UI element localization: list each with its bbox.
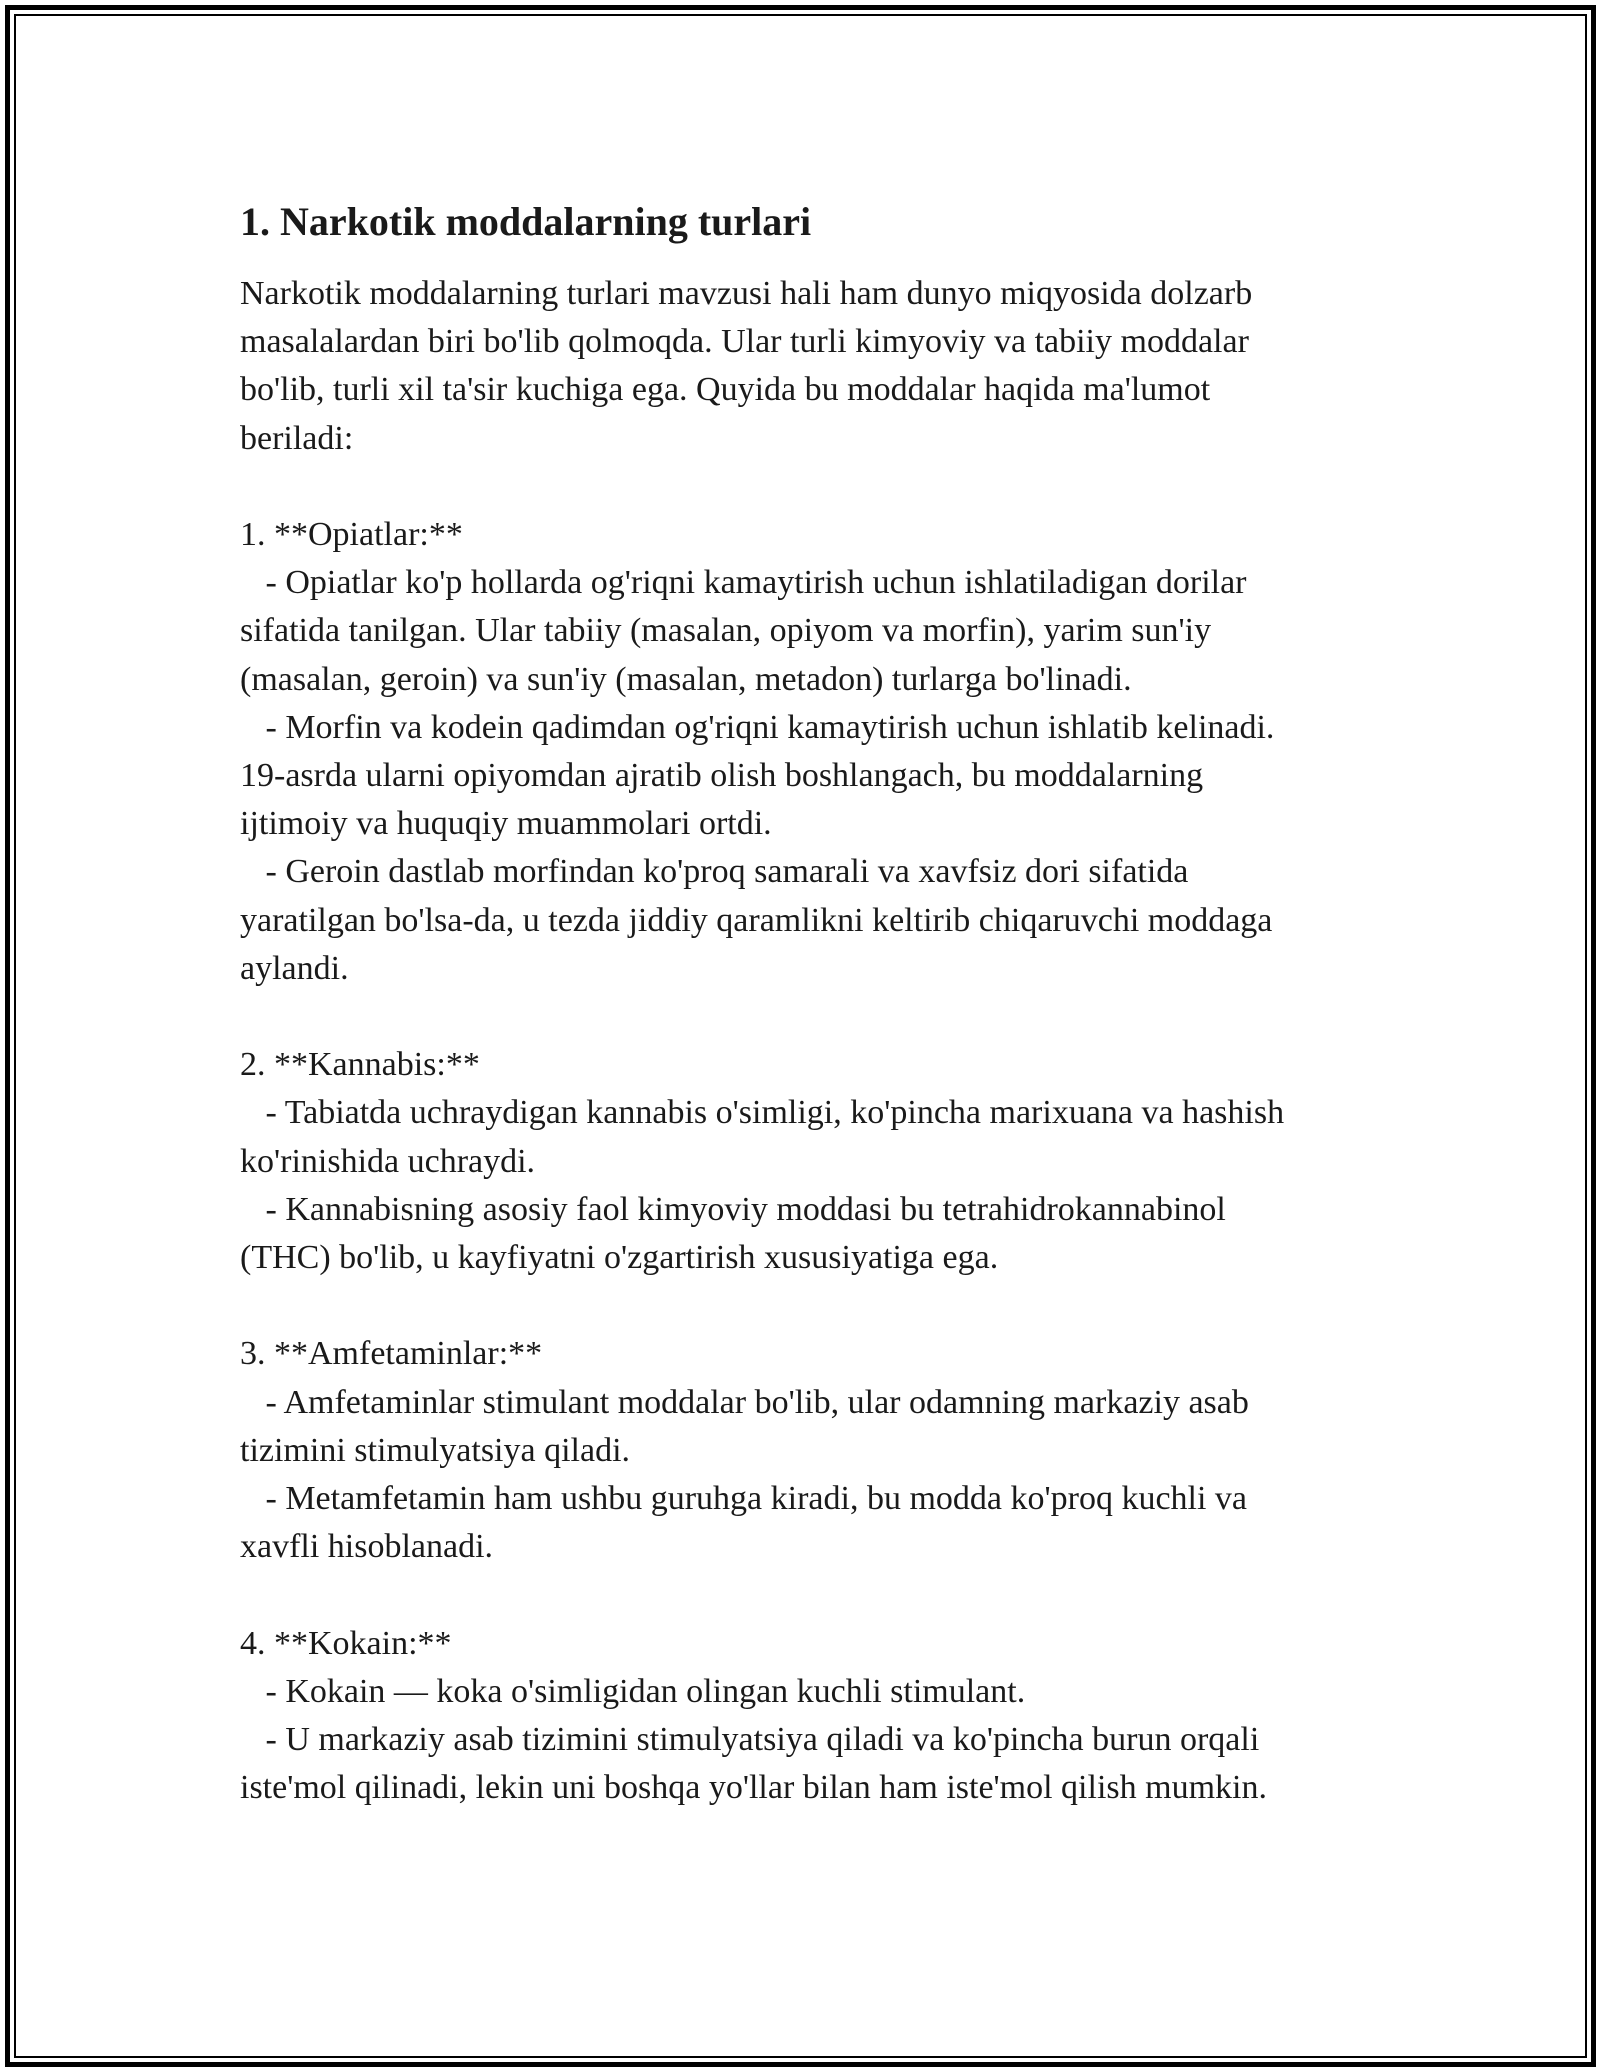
text-line: tizimini stimulyatsiya qiladi.: [240, 1431, 631, 1469]
document-body: [240, 270, 1400, 1813]
page-frame: [5, 5, 1596, 2067]
text-line: ko'rinishida uchraydi.: [240, 1142, 536, 1180]
text-line: aylandi.: [240, 949, 349, 987]
text-line: 3. **Amfetaminlar:**: [240, 1335, 543, 1373]
blank-line: [240, 463, 1400, 511]
text-line: (THC) bo'lib, u kayfiyatni o'zgartirish xususiyatiga ega.: [240, 1239, 999, 1277]
text-line: - Kannabisning asosiy faol kimyoviy moddasi bu tetrahidrokannabinol: [240, 1190, 1226, 1228]
text-line: sifatida tanilgan. Ular tabiiy (masalan, opiyom va morfin), yarim sun'iy: [240, 612, 1212, 650]
text-line: - Kokain — koka o'simligidan olingan kuchli stimulant.: [240, 1672, 1026, 1710]
text-line: - Amfetaminlar stimulant moddalar bo'lib, ular odamning markaziy asab: [240, 1383, 1249, 1421]
text-line: - Geroin dastlab morfindan ko'proq samarali va xavfsiz dori sifatida: [240, 853, 1189, 891]
text-line: bo'lib, turli xil ta'sir kuchiga ega. Quyida bu moddalar haqida ma'lumot: [240, 371, 1211, 409]
document-title: 1. Narkotik moddalarning turlari: [240, 199, 812, 244]
text-line: xavfli hisoblanadi.: [240, 1528, 494, 1566]
text-line: 1. **Opiatlar:**: [240, 516, 463, 554]
text-line: ijtimoiy va huquqiy muammolari ortdi.: [240, 805, 772, 843]
text-line: 19-asrda ularni opiyomdan ajratib olish boshlangach, bu moddalarning: [240, 757, 1204, 795]
text-line: - U markaziy asab tizimini stimulyatsiya qiladi va ko'pincha burun orqali: [240, 1721, 1260, 1759]
text-line: 4. **Kokain:**: [240, 1624, 452, 1662]
text-line: masalalardan biri bo'lib qolmoqda. Ular turli kimyoviy va tabiiy moddalar: [240, 323, 1249, 361]
text-line: iste'mol qilinadi, lekin uni boshqa yo'llar bilan ham iste'mol qilish mumkin.: [240, 1769, 1267, 1807]
text-line: Narkotik moddalarning turlari mavzusi hali ham dunyo miqyosida dolzarb: [240, 275, 1253, 312]
text-line: beriladi:: [240, 419, 354, 457]
text-line: (masalan, geroin) va sun'iy (masalan, metadon) turlarga bo'linadi.: [240, 660, 1132, 698]
text-line: - Morfin va kodein qadimdan og'riqni kamaytirish uchun ishlatib kelinadi.: [240, 708, 1275, 746]
blank-line: [240, 1282, 1400, 1330]
text-line: 2. **Kannabis:**: [240, 1046, 480, 1084]
blank-line: [240, 1571, 1400, 1619]
blank-line: [240, 993, 1400, 1041]
text-line: yaratilgan bo'lsa-da, u tezda jiddiy qaramlikni keltirib chiqaruvchi moddaga: [240, 901, 1273, 939]
text-line: - Metamfetamin ham ushbu guruhga kiradi, bu modda ko'proq kuchli va: [240, 1480, 1248, 1518]
text-line: - Tabiatda uchraydigan kannabis o'simligi, ko'pincha marixuana va hashish: [240, 1094, 1285, 1132]
text-line: - Opiatlar ko'p hollarda og'riqni kamaytirish uchun ishlatiladigan dorilar: [240, 564, 1247, 602]
document-content: [240, 192, 1400, 1813]
